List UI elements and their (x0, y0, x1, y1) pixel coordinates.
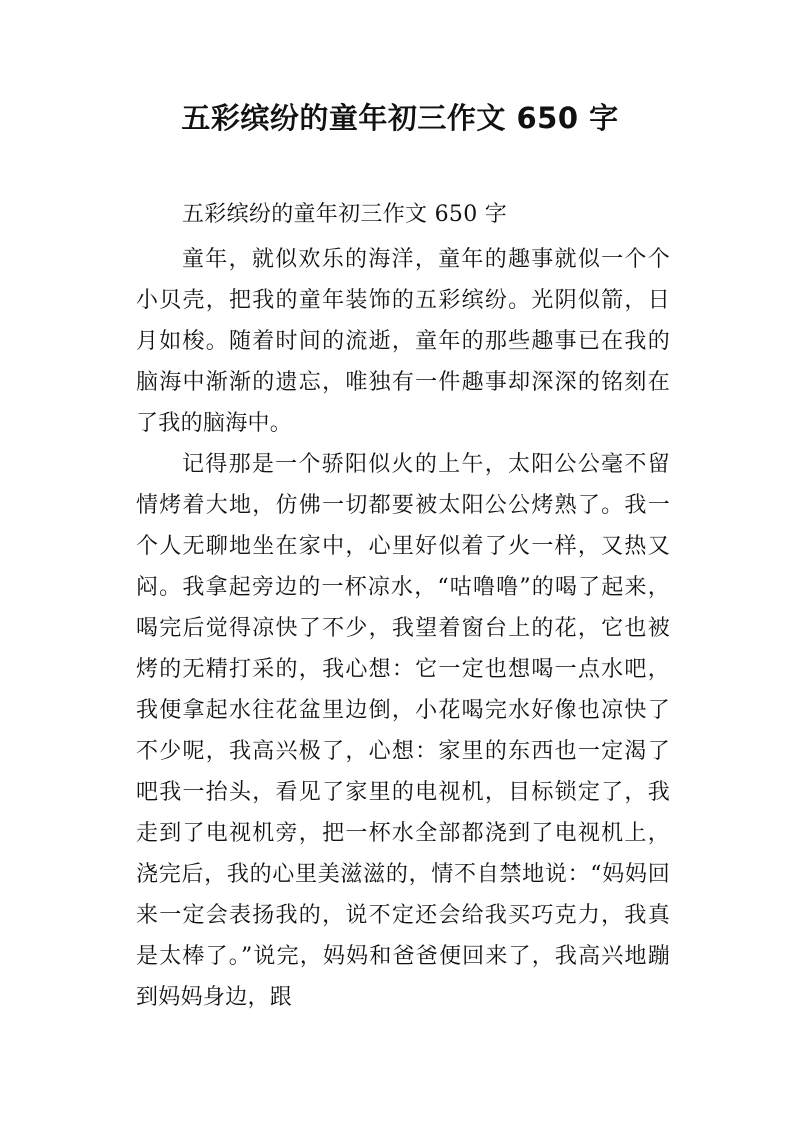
paragraph-2: 记得那是一个骄阳似火的上午，太阳公公毫不留情烤着大地，仿佛一切都要被太阳公公烤熟了。我一个人无聊地坐在家中，心里好似着了火一样，又热又闷。我拿起旁边的一杯凉水，“咕噜噜”的喝了起来，喝完后觉得凉快了不少，我望着窗台上的花，它也被烤的无精打采的，我心想：它一定也想喝一点水吧，我便拿起水往花盆里边倒，小花喝完水好像也凉快了不少呢，我高兴极了，心想：家里的东西也一定渴了吧我一抬头，看见了家里的电视机，目标锁定了，我走到了电视机旁，把一杯水全部都浇到了电视机上，浇完后，我的心里美滋滋的，情不自禁地说：“妈妈回来一定会表扬我的，说不定还会给我买巧克力，我真是太棒了。”说完，妈妈和爸爸便回来了，我高兴地蹦到妈妈身边，跟 (136, 452, 670, 1010)
essay-subtitle: 五彩缤纷的童年初三作文 650 字 (182, 202, 508, 227)
paragraph-1: 童年，就似欢乐的海洋，童年的趣事就似一个个小贝壳，把我的童年装饰的五彩缤纷。光阴似箭，日月如梭。随着时间的流逝，童年的那些趣事已在我的脑海中渐渐的遗忘，唯独有一件趣事却深深的铭刻在了我的脑海中。 (136, 247, 670, 436)
essay-body (136, 194, 670, 1018)
page-title: 五彩缤纷的童年初三作文 650 字 (181, 101, 619, 135)
